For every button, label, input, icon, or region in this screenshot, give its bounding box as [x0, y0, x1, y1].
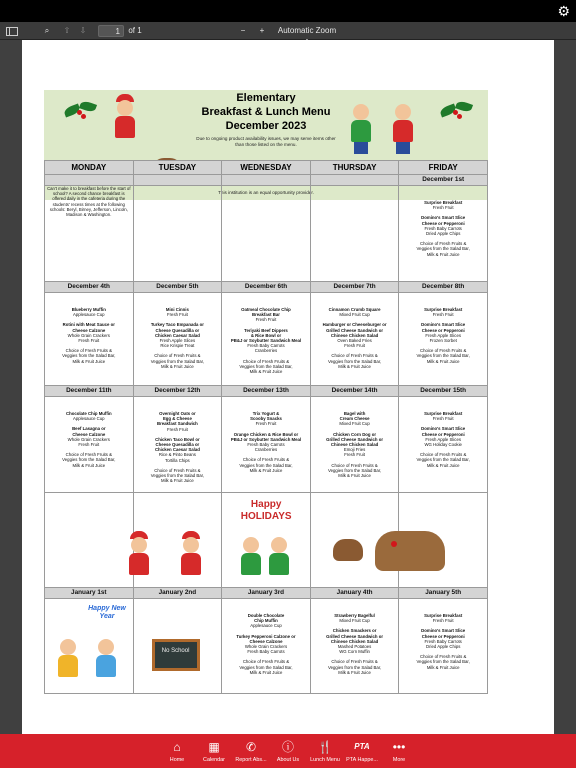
- menu-item-line: Cheese Quesadilla or: [155, 327, 200, 333]
- menu-items: [224, 397, 308, 473]
- menu-item-line: Choice of Fresh Fruits &: [331, 462, 378, 468]
- menu-item-line: Overnight Oats or: [159, 411, 196, 416]
- top-status-bar: [0, 0, 576, 22]
- menu-item-line: Dried Apple Chips: [425, 644, 461, 650]
- page-count: of 1: [128, 26, 142, 35]
- menu-cell: [133, 397, 222, 493]
- menu-cell: [310, 397, 399, 493]
- no-school-art-cell: [133, 599, 222, 694]
- dog-icon: [333, 539, 363, 561]
- menu-row: [45, 186, 488, 282]
- menu-item-line: Cheese Calzone: [72, 327, 106, 333]
- date-cell: December 8th: [399, 282, 488, 293]
- menu-item-line: Hamburger or Cheeseburger or: [322, 322, 387, 328]
- menu-item-line: Choice of Fresh Fruits &: [154, 467, 201, 473]
- menu-item-line: Milk & Fruit Juice: [72, 358, 106, 364]
- menu-item-line: Choice of Fresh Fruits &: [420, 654, 467, 660]
- menu-item-line: Surprise Breakfast: [424, 307, 463, 312]
- menu-item-line: Domino's Smart Slice: [421, 322, 466, 328]
- menu-item-line: Veggies from the Salad Bar,: [327, 664, 382, 670]
- menu-item-line: Milk & Fruit Juice: [426, 462, 460, 468]
- menu-table: [44, 160, 488, 694]
- menu-items: [401, 186, 485, 257]
- menu-item-line: Surprise Breakfast: [424, 613, 463, 618]
- menu-cell: [45, 293, 134, 386]
- menu-item-line: Veggies from the Salad Bar,: [239, 462, 293, 468]
- menu-item-line: Applesauce Cup: [73, 416, 105, 422]
- menu-cell: [310, 599, 399, 694]
- menu-cell: [399, 186, 488, 282]
- menu-cell: [45, 397, 134, 493]
- menu-item-line: Choice of Fresh Fruits &: [420, 452, 467, 458]
- menu-item-line: Oatmeal Chocolate Chip: [241, 307, 291, 312]
- menu-item-line: Milk & Fruit Juice: [161, 478, 194, 484]
- menu-item-line: Choice of Fresh Fruits &: [242, 358, 290, 364]
- menu-item-line: Whole Grain Crackers: [67, 436, 110, 442]
- menu-item-line: Milk & Fruit Juice: [249, 369, 283, 375]
- menu-item-line: Fresh Baby Carrots: [424, 225, 462, 231]
- happy-new-year-art: Happy New Year: [88, 605, 126, 620]
- nav-calendar[interactable]: ▦ Calendar: [191, 738, 237, 764]
- menu-item-line: Grilled Cheese Sandwich or: [326, 436, 383, 442]
- menu-item-line: Beef Lasagna or: [72, 426, 106, 432]
- menu-item-line: Fresh Fruit: [432, 416, 454, 422]
- menu-item-line: Turkey Pepperoni Calzone or: [236, 633, 296, 639]
- menu-cell: [399, 599, 488, 694]
- menu-item-line: Breakfast Bar: [252, 312, 280, 318]
- next-page-icon[interactable]: ⇩: [79, 26, 87, 35]
- menu-title: Breakfast & Lunch Menu: [201, 106, 331, 118]
- menu-item-line: Whole Grain Crackers: [67, 332, 110, 338]
- menu-items: [313, 397, 397, 478]
- menu-item-line: Frozen Sorbet: [429, 338, 457, 344]
- menu-item-line: Milk & Fruit Juice: [161, 363, 194, 369]
- menu-item-line: Applesauce Cup: [250, 623, 282, 629]
- date-cell: [310, 175, 399, 186]
- menu-item-line: Mixed Fruit Cup: [339, 618, 370, 624]
- menu-item-line: Cheese Calzone: [249, 638, 283, 644]
- menu-item-line: Domino's Smart Slice: [421, 215, 466, 221]
- gear-icon[interactable]: ⚙: [557, 3, 570, 19]
- menu-item-line: Milk & Fruit Juice: [426, 664, 460, 670]
- menu-item-line: Rotini with Meat Sauce or: [62, 322, 115, 328]
- date-cell: December 14th: [310, 386, 399, 397]
- previous-page-icon[interactable]: ⇧: [63, 26, 71, 35]
- menu-item-line: Fresh Fruit: [255, 317, 277, 323]
- menu-item-line: Fresh Apple Slices: [425, 332, 461, 338]
- menu-item-line: Cheese or Pepperoni: [421, 220, 465, 226]
- date-row: [45, 588, 488, 599]
- menu-row: [45, 293, 488, 386]
- menu-item-line: Fresh Baby Carrots: [247, 343, 285, 349]
- menu-month: December 2023: [225, 120, 307, 132]
- menu-cell: [310, 293, 399, 386]
- menu-item-line: Cranberries: [254, 348, 278, 354]
- menu-item-line: Veggies from the Salad Bar,: [62, 353, 116, 359]
- menu-item-line: Trix Yogurt &: [252, 411, 280, 416]
- menu-item-line: Cinnamon Crumb Square: [328, 307, 381, 312]
- date-cell: December 1st: [399, 175, 488, 186]
- menu-item-line: Surprise Breakfast: [424, 411, 463, 416]
- menu-item-line: Fresh Apple Slices: [159, 338, 196, 344]
- menu-item-line: Choice of Fresh Fruits &: [420, 241, 467, 247]
- weekday-header: TUESDAY: [133, 161, 222, 175]
- happy-holidays-art: Happy HOLIDAYS: [240, 499, 292, 522]
- availability-note: Due to ongoing product availability issues, we may serve items other than those listed on the menu.: [196, 136, 336, 147]
- date-cell: December 12th: [133, 386, 222, 397]
- menu-items: [401, 599, 485, 670]
- holiday-art-row: [45, 493, 488, 588]
- second-chance-breakfast-note: Can't make it to breakfast before the start of school? A second chance breakfast is offered daily in the cafeteria during the students' recess times at the following schools: Beryl, Birney, Jefferson, Lincoln, Madison & Washington.: [45, 186, 134, 282]
- pdf-viewer[interactable]: [0, 40, 576, 734]
- bottom-nav: [0, 734, 576, 768]
- nav-home[interactable]: ⌂ Home: [154, 738, 200, 764]
- menu-item-line: Mixed Fruit Cup: [339, 312, 370, 318]
- menu-item-line: Veggies from the Salad Bar,: [416, 353, 470, 359]
- menu-item-line: Chicken Taco Bowl or: [155, 436, 200, 442]
- search-icon[interactable]: ⌕: [44, 26, 50, 35]
- menu-items: [47, 293, 131, 364]
- date-cell: December 15th: [399, 386, 488, 397]
- menu-row: [45, 397, 488, 493]
- menu-item-line: Fresh Fruit: [432, 618, 454, 624]
- menu-item-line: Scooby Snacks: [250, 416, 282, 422]
- menu-items: [224, 599, 308, 675]
- menu-item-line: Cheese or Pepperoni: [421, 633, 465, 639]
- menu-cell: [310, 186, 399, 282]
- menu-item-line: Chicken Smackers or: [332, 628, 377, 634]
- nav-lunch-menu[interactable]: 🍴 Lunch Menu: [302, 738, 348, 764]
- date-cell: January 5th: [399, 588, 488, 599]
- menu-item-line: Choice of Fresh Fruits &: [242, 659, 290, 665]
- menu-item-line: Veggies from the Salad Bar,: [150, 473, 205, 479]
- nav-more[interactable]: ••• More: [376, 738, 422, 764]
- zoom-out-icon[interactable]: −: [240, 26, 246, 35]
- menu-cell: [222, 599, 311, 694]
- menu-item-line: Choice of Fresh Fruits &: [331, 659, 378, 665]
- zoom-in-icon[interactable]: +: [259, 26, 265, 35]
- menu-item-line: Fresh Fruit: [167, 426, 188, 432]
- menu-item-line: Grilled Cheese Sandwich or: [326, 327, 383, 333]
- menu-item-line: Fresh Fruit: [167, 312, 188, 318]
- menu-items: [313, 293, 397, 369]
- pdf-toolbar: [0, 22, 576, 40]
- date-cell: January 1st: [45, 588, 134, 599]
- menu-item-line: Choice of Fresh Fruits &: [420, 348, 467, 354]
- menu-item-line: Chicken Caesar Salad: [154, 332, 200, 338]
- menu-item-line: & Rice Bowl or: [250, 332, 282, 338]
- nav-about-us[interactable]: ⓘ About Us: [265, 738, 311, 764]
- menu-cell: [222, 397, 311, 493]
- weekday-header: MONDAY: [45, 161, 134, 175]
- menu-item-line: Cranberries: [254, 447, 278, 453]
- menu-item-line: Cheese Quesadilla or: [155, 442, 200, 448]
- menu-item-line: Veggies from the Salad Bar,: [416, 246, 470, 252]
- menu-item-line: Emoji Fries: [343, 447, 366, 453]
- menu-item-line: Milk & Fruit Juice: [426, 251, 460, 257]
- menu-item-line: Domino's Smart Slice: [421, 426, 466, 432]
- menu-item-line: Veggies from the Salad Bar,: [150, 358, 205, 364]
- date-cell: [133, 175, 222, 186]
- menu-item-line: Choice of Fresh Fruits &: [242, 457, 290, 463]
- menu-item-line: Chicken Corn Dog or: [333, 431, 377, 437]
- menu-item-line: Veggies from the Salad Bar,: [327, 358, 382, 364]
- holiday-art-cell: [399, 493, 488, 588]
- menu-item-line: Chicken Caesar Salad: [154, 447, 200, 453]
- menu-item-line: Dried Apple Chips: [425, 231, 461, 237]
- date-cell: [45, 175, 134, 186]
- menu-items: [401, 397, 485, 468]
- menu-item-line: Milk & Fruit Juice: [72, 462, 106, 468]
- menu-item-line: Strawberry Bagelful: [334, 613, 375, 618]
- new-year-art-cell: [45, 599, 134, 694]
- menu-item-line: Fresh Fruit: [344, 452, 365, 458]
- menu-item-line: Breakfast Sandwich: [156, 421, 198, 427]
- menu-school-title: Elementary: [236, 92, 296, 104]
- weekday-header: WEDNESDAY: [222, 161, 311, 175]
- menu-item-line: Veggies from the Salad Bar,: [239, 664, 293, 670]
- menu-item-line: Mashed Potatoes: [337, 644, 372, 650]
- date-cell: December 4th: [45, 282, 134, 293]
- menu-item-line: Fresh Baby Carrots: [424, 638, 462, 644]
- menu-item-line: Fresh Fruit: [432, 312, 454, 318]
- holiday-art-cell: [133, 493, 222, 588]
- menu-cell: [399, 293, 488, 386]
- date-row: [45, 282, 488, 293]
- menu-item-line: Veggies from the Salad Bar,: [416, 659, 470, 665]
- menu-item-line: Choice of Fresh Fruits &: [331, 353, 378, 359]
- menu-item-line: Veggies from the Salad Bar,: [62, 457, 116, 463]
- menu-cell: [133, 293, 222, 386]
- menu-item-line: Veggies from the Salad Bar,: [327, 467, 382, 473]
- menu-item-line: Fresh Baby Carrots: [247, 442, 285, 448]
- menu-item-line: Chip Muffin: [254, 618, 278, 624]
- menu-item-line: Fresh Baby Carrots: [247, 649, 285, 655]
- holiday-art-cell: [222, 493, 311, 588]
- date-cell: January 3rd: [222, 588, 311, 599]
- menu-item-line: Grilled Cheese Sandwich or: [326, 633, 383, 639]
- menu-item-line: Chocolate Chip Muffin: [66, 411, 112, 416]
- menu-cell: [222, 293, 311, 386]
- menu-item-line: Milk & Fruit Juice: [338, 669, 371, 675]
- weekday-header-row: [45, 161, 488, 175]
- menu-item-line: Double Chocolate: [247, 613, 285, 618]
- menu-item-line: Cream Cheese: [339, 416, 370, 422]
- date-cell: December 11th: [45, 386, 134, 397]
- menu-item-line: Milk & Fruit Juice: [249, 467, 283, 473]
- menu-item-line: Whole Grain Crackers: [244, 644, 288, 650]
- date-row: [45, 175, 488, 186]
- menu-item-line: Rice Krispie Treat: [160, 343, 195, 349]
- menu-item-line: Egg & Cheese: [162, 416, 192, 422]
- menu-item-line: Orange Chicken & Rice Bowl or: [233, 431, 299, 437]
- equal-opportunity-note: This institution is an equal opportunity provider.: [218, 190, 314, 195]
- date-cell: December 5th: [133, 282, 222, 293]
- menu-item-line: Fresh Fruit: [255, 421, 277, 427]
- page-number-input[interactable]: 1: [98, 25, 124, 37]
- utensils-icon: 🍴: [317, 740, 333, 754]
- menu-item-line: Blueberry Muffin: [71, 307, 106, 312]
- menu-item-line: WG Holiday Cookie: [424, 442, 462, 448]
- holly-icon: [440, 100, 476, 124]
- menu-item-line: Mixed Fruit Cup: [339, 421, 370, 427]
- nav-pta[interactable]: PTA PTA Happe...: [339, 738, 385, 764]
- menu-items: [224, 293, 308, 374]
- menu-item-line: PB&J or Soybutter Sandwich Meal: [230, 338, 302, 344]
- date-cell: December 7th: [310, 282, 399, 293]
- pta-icon: PTA: [354, 742, 370, 751]
- weekday-header: THURSDAY: [310, 161, 399, 175]
- menu-item-line: Bagel with: [343, 411, 366, 416]
- date-cell: [222, 175, 311, 186]
- menu-item-line: Fresh Fruit: [78, 442, 100, 448]
- menu-item-line: Cheese Calzone: [72, 431, 106, 437]
- weekday-header: FRIDAY: [399, 161, 488, 175]
- menu-item-line: Chinese Chicken Salad: [330, 638, 379, 644]
- menu-item-line: Fresh Fruit: [78, 338, 100, 344]
- menu-item-line: Milk & Fruit Juice: [249, 669, 283, 675]
- no-school-chalkboard: No School: [152, 639, 200, 671]
- menu-items: [136, 397, 220, 483]
- menu-item-line: Mini Cinnis: [165, 307, 189, 312]
- menu-body: [45, 175, 488, 694]
- menu-items: [313, 599, 397, 675]
- more-icon: •••: [392, 740, 406, 754]
- holiday-art-cell: [45, 493, 134, 588]
- menu-item-line: Choice of Fresh Fruits &: [65, 348, 112, 354]
- date-row: [45, 386, 488, 397]
- menu-item-line: Fresh Fruit: [432, 205, 454, 211]
- menu-item-line: Surprise Breakfast: [424, 200, 463, 205]
- date-cell: December 13th: [222, 386, 311, 397]
- menu-item-line: Milk & Fruit Juice: [338, 363, 371, 369]
- menu-item-line: Rice & Pinto Beans: [158, 452, 196, 458]
- menu-item-line: Chinese Chicken Salad: [330, 332, 379, 338]
- menu-item-line: Veggies from the Salad Bar,: [239, 363, 293, 369]
- menu-cell: [222, 186, 311, 282]
- menu-items: [47, 397, 131, 468]
- menu-item-line: Milk & Fruit Juice: [338, 473, 371, 479]
- menu-item-line: Tortilla Chips: [165, 457, 190, 463]
- phone-icon: ✆: [245, 740, 257, 754]
- menu-cell: [133, 186, 222, 282]
- menu-items: [401, 293, 485, 364]
- sidebar-toggle-icon[interactable]: [6, 27, 18, 36]
- menu-item-line: Oven Baked Fries: [337, 338, 372, 344]
- menu-cell: [399, 397, 488, 493]
- date-cell: January 2nd: [133, 588, 222, 599]
- menu-item-line: Teriyaki Beef Dippers: [244, 327, 288, 333]
- menu-item-line: Fresh Apple Slices: [425, 436, 461, 442]
- menu-row: [45, 599, 488, 694]
- menu-item-line: WG Corn Muffin: [339, 649, 370, 655]
- menu-item-line: Milk & Fruit Juice: [426, 358, 460, 364]
- info-icon: ⓘ: [281, 740, 294, 754]
- menu-item-line: Turkey Taco Empanada or: [150, 322, 204, 328]
- date-cell: December 6th: [222, 282, 311, 293]
- menu-item-line: Cheese or Pepperoni: [421, 431, 465, 437]
- menu-item-line: Cheese or Pepperoni: [421, 327, 465, 333]
- zoom-select[interactable]: Automatic Zoom: [277, 26, 337, 35]
- menu-item-line: Domino's Smart Slice: [421, 628, 466, 634]
- calendar-icon: ▦: [208, 740, 220, 754]
- menu-item-line: PB&J or Soybutter Sandwich Meal: [230, 436, 302, 442]
- menu-item-line: Applesauce Cup: [73, 312, 105, 318]
- reindeer-icon: [375, 531, 445, 571]
- menu-item-line: Chinese Chicken Salad: [330, 442, 379, 448]
- menu-item-line: Fresh Fruit: [344, 343, 365, 349]
- menu-item-line: Choice of Fresh Fruits &: [154, 353, 201, 359]
- home-icon: ⌂: [173, 740, 181, 754]
- date-cell: January 4th: [310, 588, 399, 599]
- nav-report-absence[interactable]: ✆ Report Abs...: [228, 738, 274, 764]
- menu-item-line: Choice of Fresh Fruits &: [65, 452, 112, 458]
- menu-items: [136, 293, 220, 369]
- menu-item-line: Veggies from the Salad Bar,: [416, 457, 470, 463]
